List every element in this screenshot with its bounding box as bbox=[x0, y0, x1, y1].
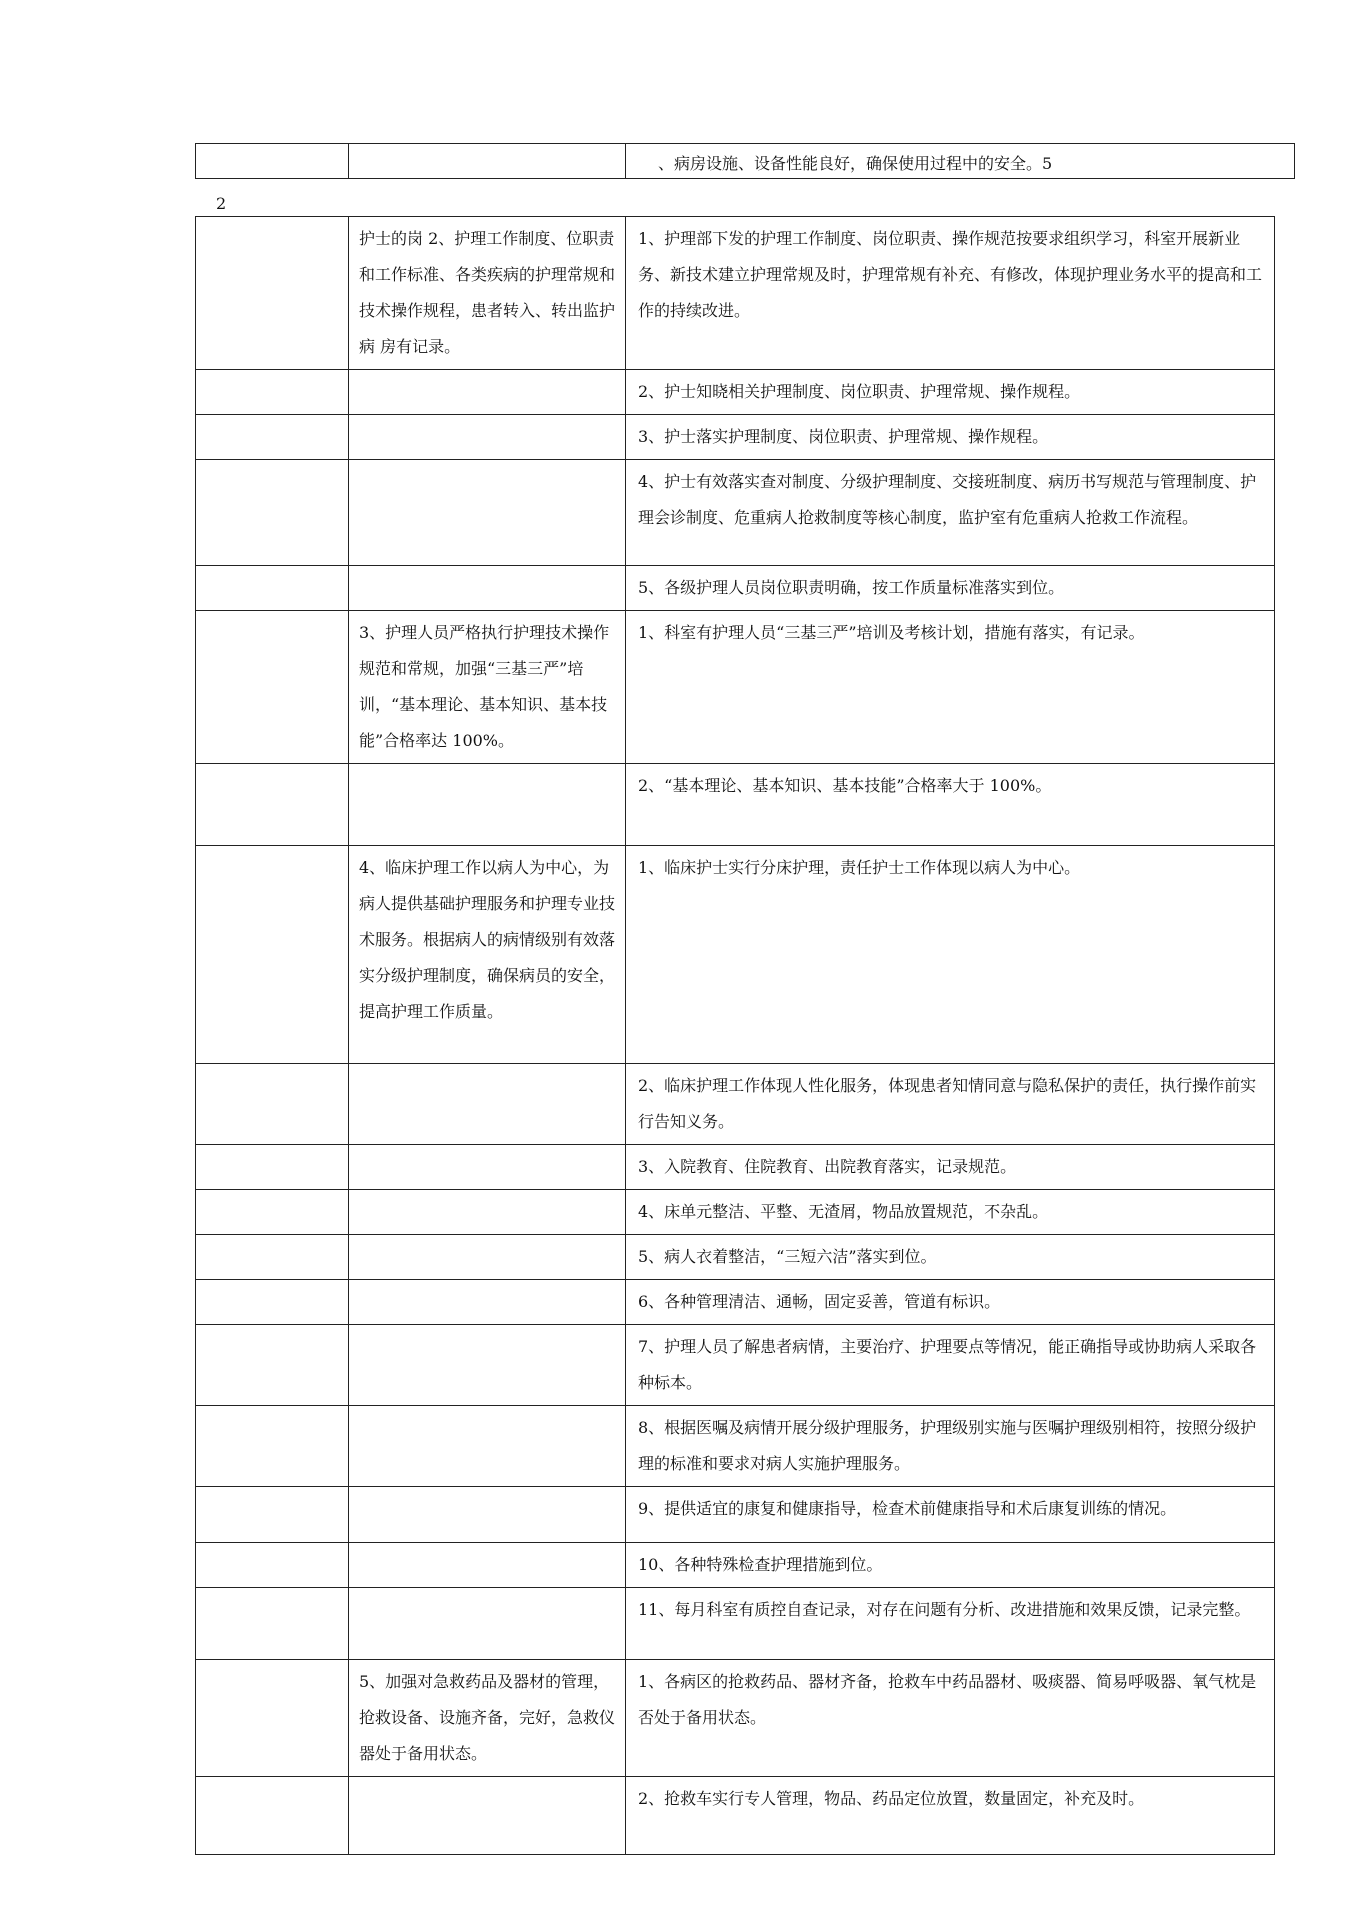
cell-col3: 5、病人衣着整洁，“三短六洁”落实到位。 bbox=[626, 1235, 1275, 1280]
table-row bbox=[196, 1487, 1275, 1543]
cell-col2 bbox=[349, 1777, 626, 1855]
table-row bbox=[196, 764, 1275, 846]
cell-col1 bbox=[196, 1235, 349, 1280]
cell-col1 bbox=[196, 566, 349, 611]
cell-col2 bbox=[349, 764, 626, 846]
cell-col2 bbox=[349, 1406, 626, 1487]
cell-col1 bbox=[196, 611, 349, 764]
cell-col2 bbox=[349, 1064, 626, 1145]
table-row bbox=[196, 1543, 1275, 1588]
cell-col1 bbox=[196, 1777, 349, 1855]
cell-col2 bbox=[349, 1235, 626, 1280]
cell-col1 bbox=[196, 1543, 349, 1588]
table-row bbox=[196, 1280, 1275, 1325]
top-table bbox=[195, 143, 1295, 179]
cell-col3: 2、抢救车实行专人管理，物品、药品定位放置，数量固定，补充及时。 bbox=[626, 1777, 1275, 1855]
cell-col1 bbox=[196, 764, 349, 846]
cell-col2 bbox=[349, 1190, 626, 1235]
table-row bbox=[196, 415, 1275, 460]
cell-col1 bbox=[196, 1406, 349, 1487]
cell-col2 bbox=[349, 1325, 626, 1406]
cell-col2 bbox=[349, 1588, 626, 1660]
page-number: 2 bbox=[216, 194, 227, 213]
cell-col3: 2、“基本理论、基本知识、基本技能”合格率大于 100%。 bbox=[626, 764, 1275, 846]
cell-col1 bbox=[196, 1588, 349, 1660]
table-row bbox=[196, 1777, 1275, 1855]
table-row bbox=[196, 1145, 1275, 1190]
cell-col2 bbox=[349, 144, 626, 179]
cell-col1 bbox=[196, 1064, 349, 1145]
table-row bbox=[196, 1660, 1275, 1777]
main-table bbox=[195, 216, 1275, 1855]
cell-col2 bbox=[349, 566, 626, 611]
table-row bbox=[196, 1325, 1275, 1406]
cell-col2: 4、临床护理工作以病人为中心，为病人提供基础护理服务和护理专业技术服务。根据病人的病情级别有效落实分级护理制度，确保病员的安全，提高护理工作质量。 bbox=[349, 846, 626, 1064]
cell-col2 bbox=[349, 460, 626, 566]
cell-col1 bbox=[196, 846, 349, 1064]
cell-col3: 3、护士落实护理制度、岗位职责、护理常规、操作规程。 bbox=[626, 415, 1275, 460]
table-row bbox=[196, 566, 1275, 611]
cell-col2 bbox=[349, 1487, 626, 1543]
cell-col3: 4、护士有效落实查对制度、分级护理制度、交接班制度、病历书写规范与管理制度、护理会诊制度、危重病人抢救制度等核心制度，监护室有危重病人抢救工作流程。 bbox=[626, 460, 1275, 566]
cell-col1 bbox=[196, 1487, 349, 1543]
cell-col2: 5、加强对急救药品及器材的管理，抢救设备、设施齐备，完好，急救仪器处于备用状态。 bbox=[349, 1660, 626, 1777]
cell-col3: 、病房设施、设备性能良好，确保使用过程中的安全。5 bbox=[626, 144, 1295, 179]
cell-col2 bbox=[349, 1145, 626, 1190]
cell-col1 bbox=[196, 1145, 349, 1190]
cell-col1 bbox=[196, 1280, 349, 1325]
cell-col3: 2、临床护理工作体现人性化服务，体现患者知情同意与隐私保护的责任，执行操作前实行告知义务。 bbox=[626, 1064, 1275, 1145]
cell-col1 bbox=[196, 415, 349, 460]
cell-col3: 5、各级护理人员岗位职责明确，按工作质量标准落实到位。 bbox=[626, 566, 1275, 611]
table-row bbox=[196, 846, 1275, 1064]
table-row bbox=[196, 1190, 1275, 1235]
table-row bbox=[196, 611, 1275, 764]
table-row bbox=[196, 1588, 1275, 1660]
cell-col3: 4、床单元整洁、平整、无渣屑，物品放置规范，不杂乱。 bbox=[626, 1190, 1275, 1235]
cell-col1 bbox=[196, 1325, 349, 1406]
cell-col1 bbox=[196, 217, 349, 370]
cell-col2 bbox=[349, 1280, 626, 1325]
cell-col3: 1、临床护士实行分床护理，责任护士工作体现以病人为中心。 bbox=[626, 846, 1275, 1064]
table-row bbox=[196, 1064, 1275, 1145]
cell-col1 bbox=[196, 1190, 349, 1235]
cell-col3: 11、每月科室有质控自查记录，对存在问题有分析、改进措施和效果反馈，记录完整。 bbox=[626, 1588, 1275, 1660]
cell-col3: 9、提供适宜的康复和健康指导，检查术前健康指导和术后康复训练的情况。 bbox=[626, 1487, 1275, 1543]
cell-col2: 护士的岗 2、护理工作制度、位职责和工作标准、各类疾病的护理常规和技术操作规程，患者转入、转出监护病 房有记录。 bbox=[349, 217, 626, 370]
cell-col2: 3、护理人员严格执行护理技术操作规范和常规，加强“三基三严”培训，“基本理论、基本知识、基本技能”合格率达 100%。 bbox=[349, 611, 626, 764]
cell-col3: 7、护理人员了解患者病情，主要治疗、护理要点等情况，能正确指导或协助病人采取各种标本。 bbox=[626, 1325, 1275, 1406]
cell-col1 bbox=[196, 1660, 349, 1777]
table-row bbox=[196, 144, 1295, 179]
cell-col1 bbox=[196, 370, 349, 415]
cell-col3: 2、护士知晓相关护理制度、岗位职责、护理常规、操作规程。 bbox=[626, 370, 1275, 415]
cell-col3: 1、护理部下发的护理工作制度、岗位职责、操作规范按要求组织学习，科室开展新业务、新技术建立护理常规及时，护理常规有补充、有修改，体现护理业务水平的提高和工作的持续改进。 bbox=[626, 217, 1275, 370]
cell-col3: 10、各种特殊检查护理措施到位。 bbox=[626, 1543, 1275, 1588]
cell-col2 bbox=[349, 370, 626, 415]
table-row bbox=[196, 460, 1275, 566]
cell-col3: 1、各病区的抢救药品、器材齐备，抢救车中药品器材、吸痰器、简易呼吸器、氧气枕是否处于备用状态。 bbox=[626, 1660, 1275, 1777]
cell-col2 bbox=[349, 1543, 626, 1588]
cell-col3: 8、根据医嘱及病情开展分级护理服务，护理级别实施与医嘱护理级别相符，按照分级护理的标准和要求对病人实施护理服务。 bbox=[626, 1406, 1275, 1487]
table-row bbox=[196, 370, 1275, 415]
cell-col1 bbox=[196, 144, 349, 179]
table-row bbox=[196, 217, 1275, 370]
cell-col3: 6、各种管理清洁、通畅，固定妥善，管道有标识。 bbox=[626, 1280, 1275, 1325]
cell-col1 bbox=[196, 460, 349, 566]
cell-col3: 1、科室有护理人员“三基三严”培训及考核计划，措施有落实，有记录。 bbox=[626, 611, 1275, 764]
table-row bbox=[196, 1406, 1275, 1487]
cell-col3: 3、入院教育、住院教育、出院教育落实，记录规范。 bbox=[626, 1145, 1275, 1190]
table-row bbox=[196, 1235, 1275, 1280]
cell-col2 bbox=[349, 415, 626, 460]
